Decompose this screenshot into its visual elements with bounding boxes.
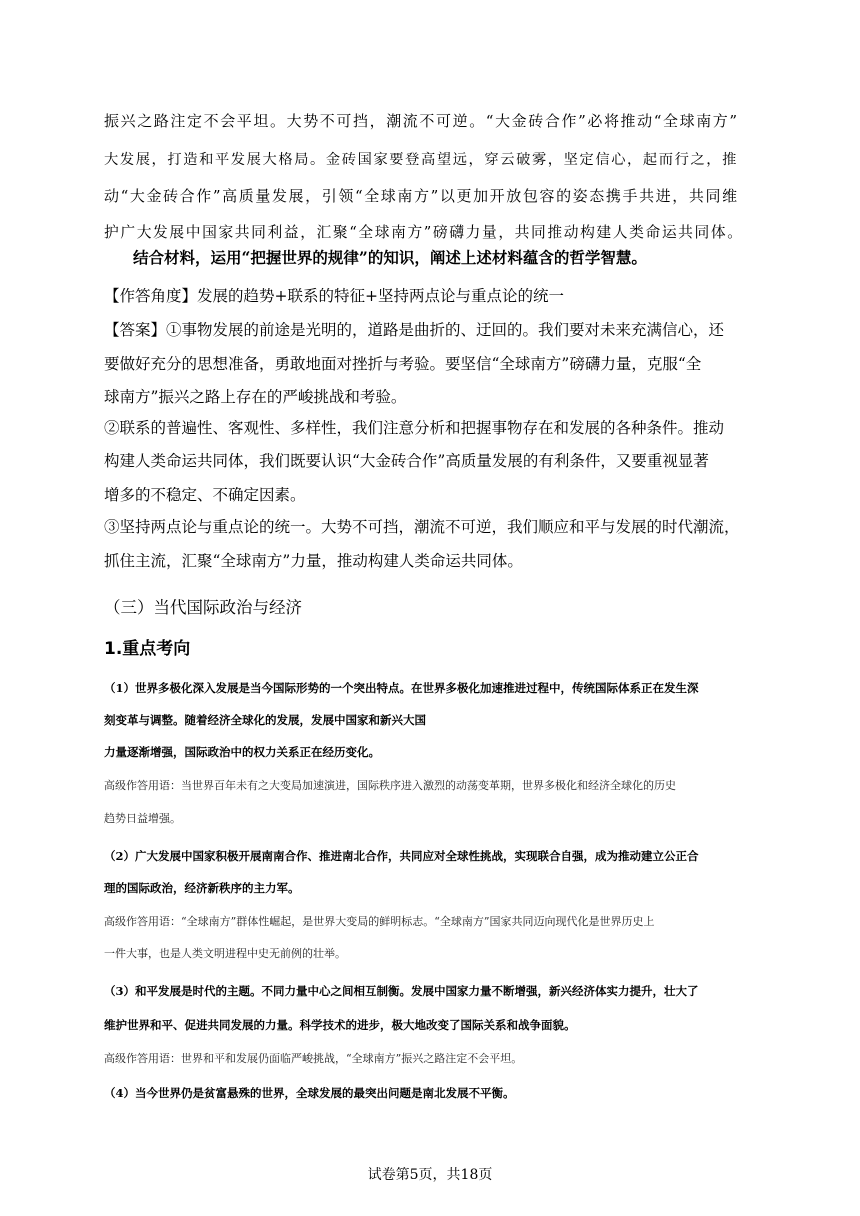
subsection-title: 1.重点考向 — [104, 639, 191, 659]
answer-line: 【答案】①事物发展的前途是光明的，道路是曲折的、迂回的。我们要对未来充满信心，还 — [104, 321, 725, 339]
answer-line: 增多的不稳定、不确定因素。 — [104, 486, 306, 504]
material-line: 护广大发展中国家共同利益，汇聚“全球南方”磅礴力量，共同推动构建人类命运共同体。 — [104, 224, 744, 241]
answer-angle: 【作答角度】发展的趋势+联系的特征+坚持两点论与重点论的统一 — [104, 287, 564, 305]
question-text: 结合材料，运用“把握世界的规律”的知识，阐述上述材料蕴含的哲学智慧。 — [133, 248, 647, 267]
section-title: （三）当代国际政治与经济 — [104, 598, 302, 617]
answer-line: ③坚持两点论与重点论的统一。大势不可挡，潮流不可逆，我们顺应和平与发展的时代潮流， — [104, 518, 740, 536]
answer-line: 抓住主流，汇聚“全球南方”力量，推动构建人类命运共同体。 — [104, 552, 523, 570]
answer-line: ②联系的普遍性、客观性、多样性，我们注意分析和把握事物存在和发展的各种条件。推动 — [104, 419, 725, 437]
answer-line: 球南方”振兴之路上存在的严峻挑战和考验。 — [104, 388, 407, 406]
point-3-line: 维护世界和平、促进共同发展的力量。科学技术的进步，极大地改变了国际关系和战争面貌。 — [104, 1018, 576, 1032]
advanced-phrase-line: 高级作答用语：世界和平和发展仍面临严峻挑战，“全球南方”振兴之路注定不会平坦。 — [104, 1052, 523, 1065]
advanced-phrase-line: 高级作答用语：“全球南方”群体性崛起，是世界大变局的鲜明标志。“全球南方”国家共同迈向现代化是世界历史上 — [104, 915, 655, 928]
point-1-line: 刻变革与调整。随着经济全球化的发展，发展中国家和新兴大国 — [104, 713, 426, 727]
point-3-line: （3）和平发展是时代的主题。不同力量中心之间相互制衡。发展中国家力量不断增强，新兴经济体实力提升，壮大了 — [104, 984, 699, 998]
point-1-line: 力量逐渐增强，国际政治中的权力关系正在经历变化。 — [104, 745, 380, 759]
point-2-line: 理的国际政治，经济新秩序的主力军。 — [104, 881, 300, 895]
page-footer: 试卷第5页，共18页 — [367, 1167, 493, 1183]
point-1-line: （1）世界多极化深入发展是当今国际形势的一个突出特点。在世界多极化加速推进过程中，传统国际体系正在发生深 — [104, 681, 699, 695]
point-2-line: （2）广大发展中国家积极开展南南合作、推进南北合作，共同应对全球性挑战，实现联合自强，成为推动建立公正合 — [104, 849, 699, 863]
material-line: 动“大金砖合作”高质量发展，引领“全球南方”以更加开放包容的姿态携手共进，共同维 — [104, 187, 739, 205]
material-line: 大发展，打造和平发展大格局。金砖国家要登高望远，穿云破雾，坚定信心，起而行之，推 — [104, 152, 739, 168]
answer-line: 要做好充分的思想准备，勇敢地面对挫折与考验。要坚信“全球南方”磅礴力量，克服“全 — [104, 355, 702, 373]
advanced-phrase-line: 趋势日益增强。 — [104, 812, 181, 825]
material-line: 振兴之路注定不会平坦。大势不可挡，潮流不可逆。“大金砖合作”必将推动“全球南方” — [104, 112, 739, 130]
advanced-phrase-line: 高级作答用语：当世界百年未有之大变局加速演进，国际秩序进入激烈的动荡变革期，世界多极化和经济全球化的历史 — [104, 779, 676, 792]
answer-line: 构建人类命运共同体，我们既要认识“大金砖合作”高质量发展的有利条件，又要重视显著 — [104, 452, 709, 470]
point-4-line: （4）当今世界仍是贫富悬殊的世界，全球发展的最突出问题是南北发展不平衡。 — [104, 1086, 515, 1100]
advanced-phrase-line: 一件大事，也是人类文明进程中史无前例的壮举。 — [104, 947, 346, 960]
